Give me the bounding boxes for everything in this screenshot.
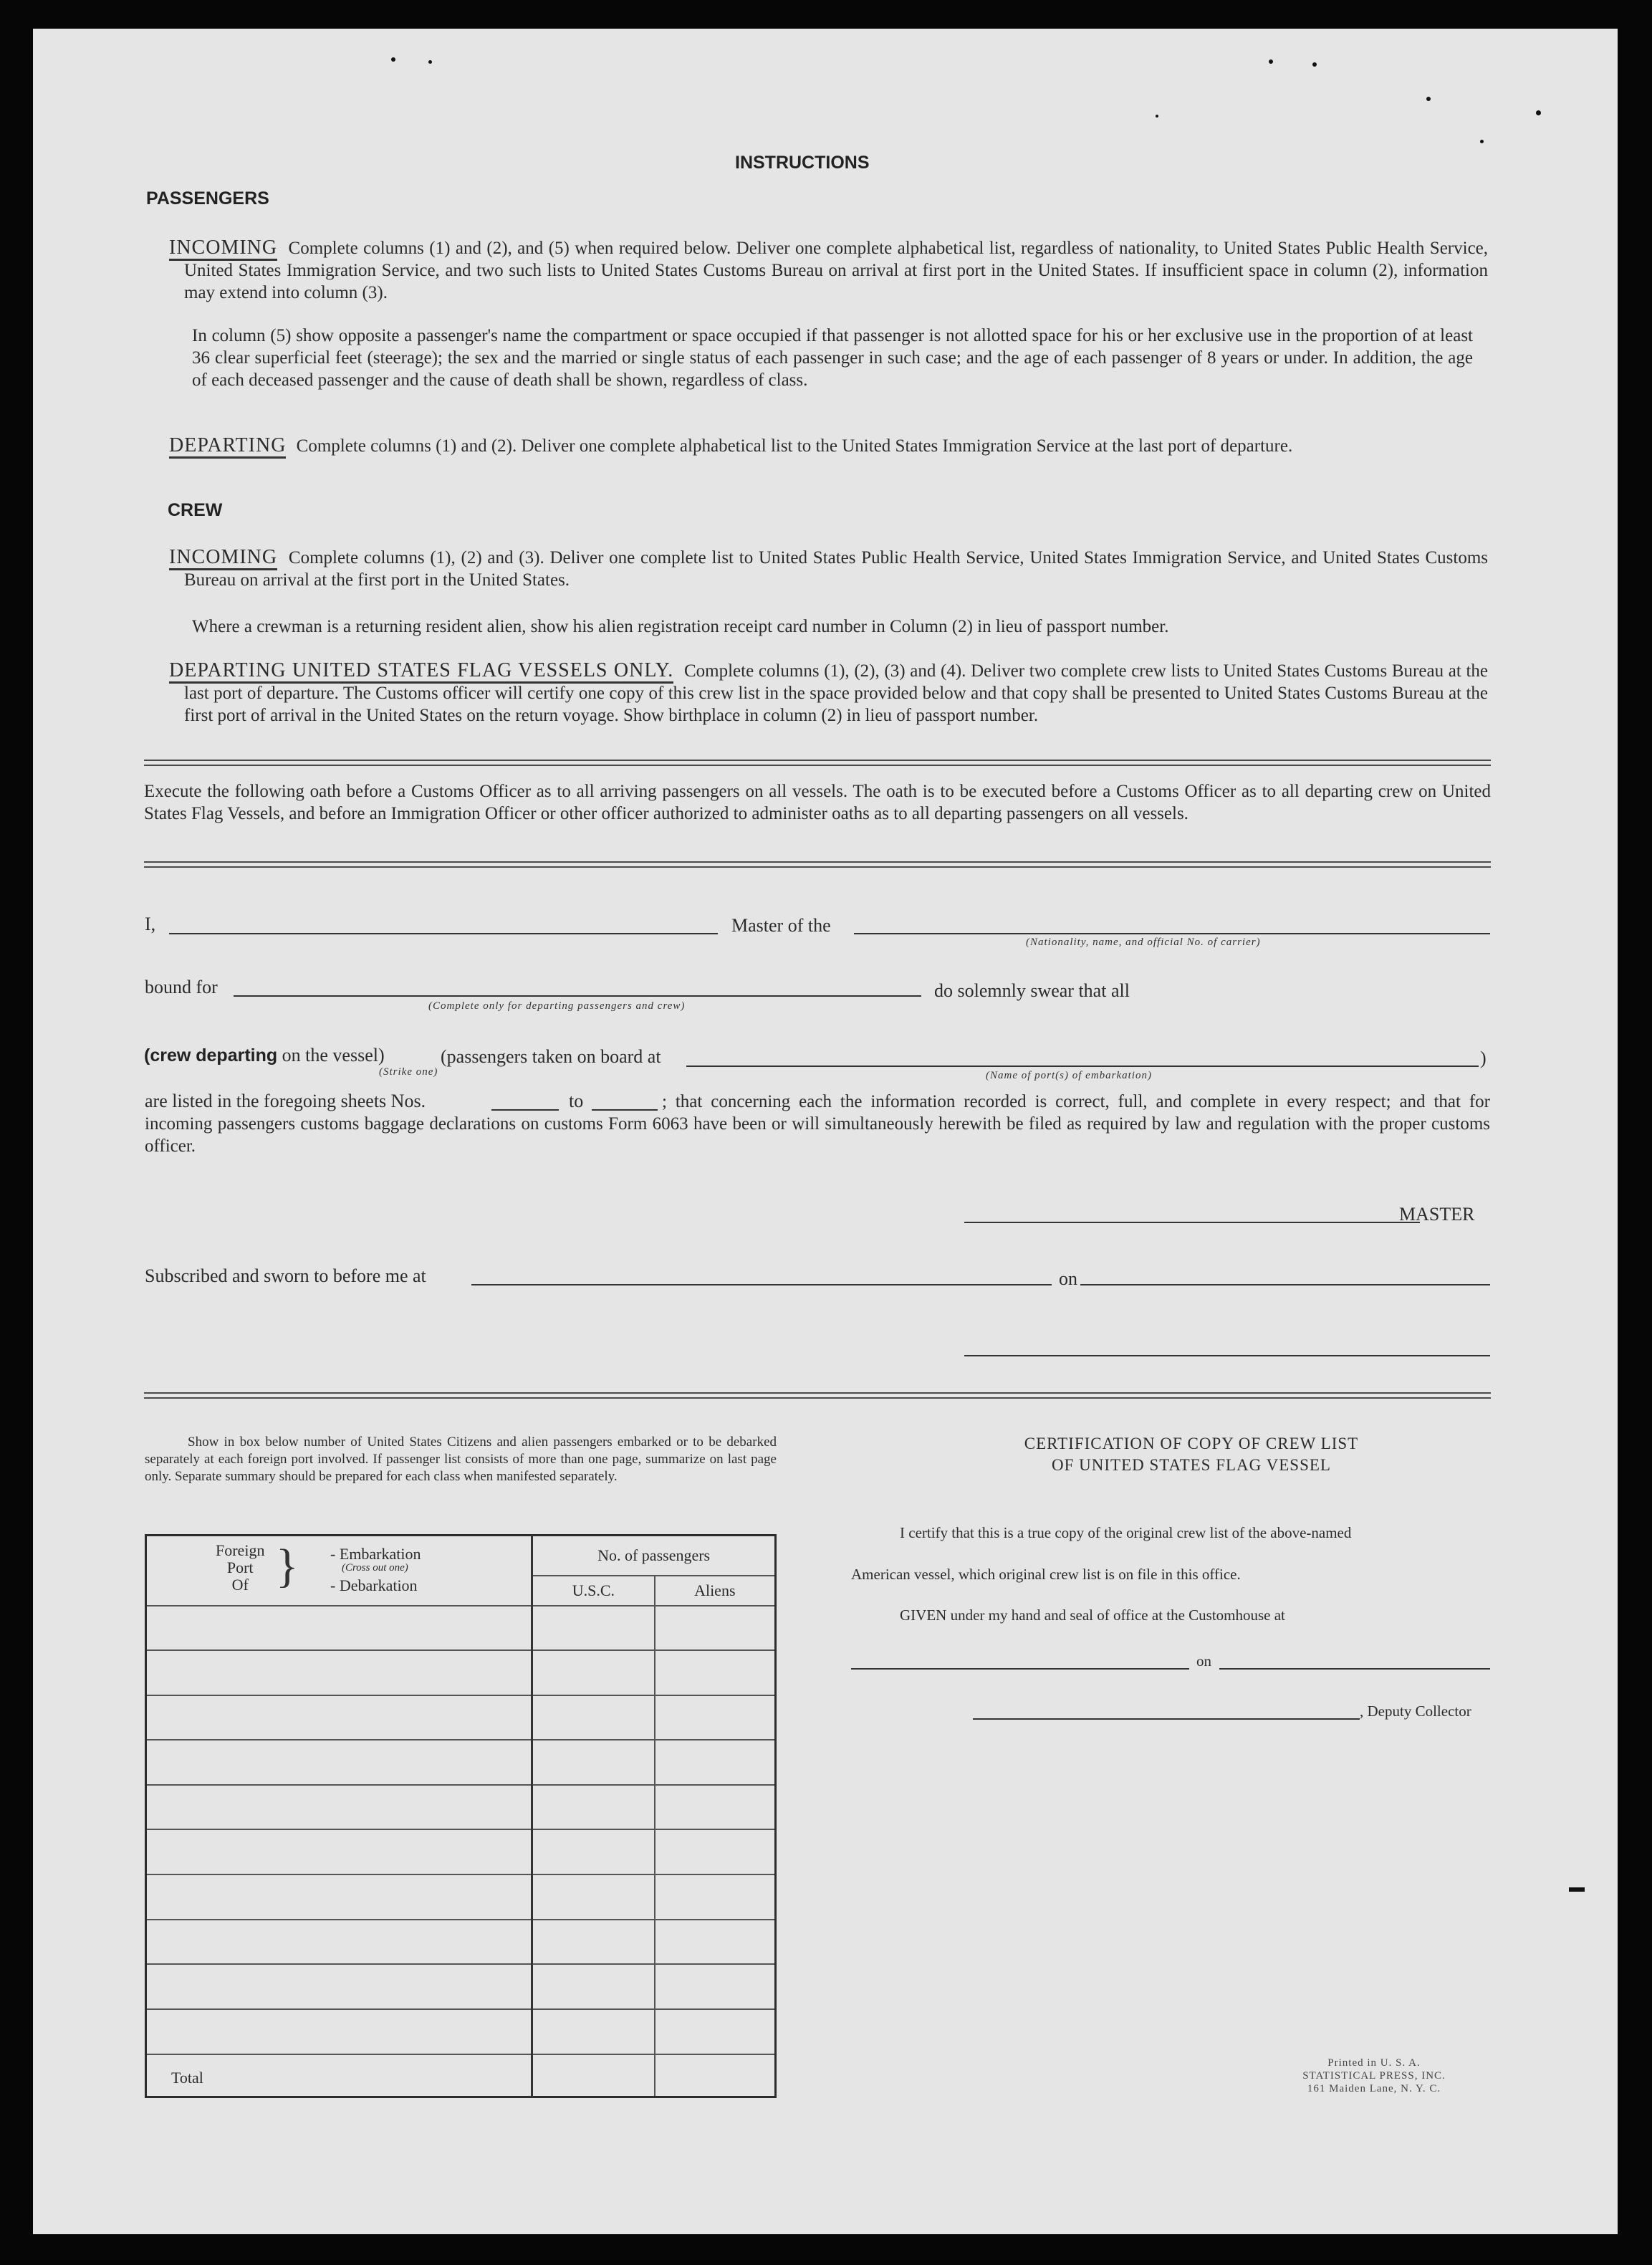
i-label: I, <box>145 914 156 934</box>
deputy-signature-field[interactable] <box>973 1718 1360 1720</box>
deputy-collector-label: , Deputy Collector <box>1360 1703 1471 1720</box>
usc-cell[interactable] <box>532 1829 655 1874</box>
crew-departing-text: Complete columns (1), (2), (3) and (4). Deliver two complete crew lists to United States Customs Bureau at the last port of departure. The Customs officer will certify one copy of this crew list in the space provided below and that copy shall be presented to United States Customs Bureau at the first port of arrival in the United States on the return voyage. Show birthplace in column (2) in lieu of passport number. <box>184 661 1489 725</box>
oath-intro-paragraph: Execute the following oath before a Customs Officer as to all arriving passengers on all vessels. The oath is to be executed before a Customs Officer as to all departing crew on United States Flag Vessels, and before an Immigration Officer or other officer authorized to administer oaths as to all departing passengers on all vessels. <box>144 782 1491 823</box>
usc-cell[interactable] <box>532 2009 655 2054</box>
cross-out-label: (Cross out one) <box>342 1562 408 1574</box>
scan-speck <box>1312 62 1317 67</box>
cert-date-field[interactable] <box>1219 1668 1490 1670</box>
oath-statement <box>145 1091 1490 1157</box>
scan-speck <box>1426 97 1431 101</box>
aliens-cell[interactable] <box>655 1874 776 1920</box>
sworn-on-label: on <box>1059 1268 1077 1289</box>
master-name-field[interactable] <box>169 933 718 934</box>
port-cell[interactable] <box>146 1964 532 2009</box>
bound-for-caption: (Complete only for departing passengers and crew) <box>428 1000 686 1012</box>
nationality-caption: (Nationality, name, and official No. of carrier) <box>1026 937 1261 948</box>
bound-for-label: bound for <box>145 977 218 997</box>
usc-cell[interactable] <box>532 1785 655 1830</box>
certification-title <box>883 1433 1499 1476</box>
scan-speck <box>1536 110 1541 115</box>
total-label-cell <box>146 2054 532 2097</box>
usc-cell[interactable] <box>532 1740 655 1785</box>
close-paren: ) <box>1480 1048 1487 1068</box>
aliens-cell[interactable] <box>655 1964 776 2009</box>
usc-cell[interactable] <box>532 1606 655 1651</box>
table-row[interactable] <box>146 1920 776 1965</box>
aliens-cell[interactable] <box>655 1650 776 1695</box>
printer-line3: 161 Maiden Lane, N. Y. C. <box>1307 2083 1441 2094</box>
aliens-cell[interactable] <box>655 1740 776 1785</box>
usc-cell[interactable] <box>532 1650 655 1695</box>
port-label: Port <box>226 1558 254 1576</box>
crew-departing-choice <box>144 1045 385 1066</box>
resident-alien-paragraph: Where a crewman is a returning resident alien, show his alien registration receipt card number in Column (2) in lieu of passport number. <box>192 617 1169 636</box>
port-cell[interactable] <box>146 1785 532 1830</box>
cert-on-label: on <box>1196 1652 1211 1670</box>
certification-title-line2: OF UNITED STATES FLAG VESSEL <box>1052 1456 1331 1474</box>
no-passengers-header: No. of passengers <box>532 1536 776 1576</box>
of-label: Of <box>231 1576 249 1594</box>
printer-line1: Printed in U. S. A. <box>1327 2057 1421 2069</box>
column5-paragraph: In column (5) show opposite a passenger's name the compartment or space occupied if that passenger is not allotted space for his or her exclusive use in the proportion of at least 36 clear superficial feet (steerage); the sex and the married or single status of each passenger in such case; and the age of each passenger of 8 years or under. In addition, the age of each deceased passenger and the cause of death shall be shown, regardless of class. <box>192 326 1473 390</box>
crew-incoming-label: INCOMING <box>169 546 277 570</box>
aliens-total-cell[interactable] <box>655 2054 776 2097</box>
divider <box>144 861 1491 868</box>
port-cell[interactable] <box>146 1829 532 1874</box>
table-row[interactable] <box>146 1829 776 1874</box>
foreign-label: Foreign <box>216 1541 265 1559</box>
crew-departing-bold: (crew departing <box>144 1045 278 1066</box>
aliens-cell[interactable] <box>655 1695 776 1740</box>
table-row[interactable] <box>146 2009 776 2054</box>
table-row[interactable] <box>146 1874 776 1920</box>
crew-incoming-paragraph <box>169 546 1488 591</box>
scan-speck <box>1156 115 1158 118</box>
customhouse-field[interactable] <box>851 1668 1189 1670</box>
divider <box>144 1392 1491 1399</box>
listed-label: are listed in the foregoing sheets Nos. <box>145 1091 426 1111</box>
certification-title-line1: CERTIFICATION OF COPY OF CREW LIST <box>1024 1435 1359 1452</box>
master-signature-field[interactable] <box>964 1222 1420 1223</box>
passengers-departing-paragraph <box>169 434 1488 457</box>
aliens-header: Aliens <box>655 1576 776 1606</box>
given-text: GIVEN under my hand and seal of office at the Customhouse at <box>900 1606 1285 1624</box>
aliens-cell[interactable] <box>655 2009 776 2054</box>
usc-total-cell[interactable] <box>532 2054 655 2097</box>
carrier-field[interactable] <box>854 933 1490 934</box>
port-cell[interactable] <box>146 2009 532 2054</box>
scan-speck <box>391 57 395 62</box>
passengers-taken-label: (passengers taken on board at <box>441 1046 661 1067</box>
port-header-cell <box>146 1536 532 1606</box>
passengers-departing-label: DEPARTING <box>169 434 286 459</box>
debarkation-option[interactable]: - Debarkation <box>330 1576 418 1594</box>
scan-speck <box>428 60 432 64</box>
embarkation-option[interactable]: - Embarkation <box>330 1545 421 1563</box>
passengers-departing-text: Complete columns (1) and (2). Deliver one complete alphabetical list to the United States Immigration Service at the last port of departure. <box>296 436 1293 456</box>
table-row[interactable] <box>146 1606 776 1651</box>
to-label: to <box>569 1091 584 1111</box>
officer-signature-field[interactable] <box>964 1355 1490 1356</box>
certify-line1: I certify that this is a true copy of the original crew list of the above-named <box>900 1524 1352 1541</box>
master-label: MASTER <box>1399 1204 1475 1225</box>
table-row[interactable] <box>146 1650 776 1695</box>
total-row[interactable] <box>146 2054 776 2097</box>
port-cell[interactable] <box>146 1874 532 1920</box>
summary-instructions: Show in box below number of United States Citizens and alien passengers embarked or to be debarked separately at each foreign port involved. If passenger list consists of more than one page, summarize on last page only. Separate summary should be prepared for each class when manifested separately. <box>145 1435 777 1484</box>
passengers-incoming-label: INCOMING <box>169 236 277 261</box>
usc-cell[interactable] <box>532 1920 655 1965</box>
printer-line2: STATISTICAL PRESS, INC. <box>1302 2070 1446 2082</box>
aliens-cell[interactable] <box>655 1606 776 1651</box>
passenger-summary-table <box>145 1534 777 2098</box>
swear-label: do solemnly swear that all <box>934 980 1130 1001</box>
subscribed-label: Subscribed and sworn to before me at <box>145 1265 426 1286</box>
usc-cell[interactable] <box>532 1695 655 1740</box>
divider <box>144 760 1491 766</box>
master-of-label: Master of the <box>731 915 831 936</box>
passengers-incoming-paragraph <box>169 236 1488 304</box>
port-cell[interactable] <box>146 1920 532 1965</box>
passengers-heading: PASSENGERS <box>146 188 269 209</box>
page-title: INSTRUCTIONS <box>735 153 870 173</box>
passengers-incoming-text: Complete columns (1) and (2), and (5) when required below. Deliver one complete alphabetical list, regardless of nationality, to United States Public Health Service, United States Immigration Service, and two such lists to United States Customs Bureau on arrival at first port in the United States. If insufficient space in column (2), information may extend into column (3). <box>184 239 1489 302</box>
crew-heading: CREW <box>168 500 223 520</box>
printer-imprint <box>1267 2056 1481 2095</box>
aliens-cell[interactable] <box>655 1785 776 1830</box>
foreign-port-of-label <box>216 1542 264 1594</box>
crew-departing-rest: on the vessel) <box>282 1045 385 1066</box>
table-row[interactable] <box>146 1740 776 1785</box>
table-row[interactable] <box>146 1964 776 2009</box>
table-row[interactable] <box>146 1785 776 1830</box>
total-label: Total <box>171 2069 203 2087</box>
statement-text: ; that concerning each the information recorded is correct, full, and complete in every respect; and that for incoming passengers customs baggage declarations on customs Form 6063 have been or will simultaneously herewith be filed as required by law and regulation with the proper customs officer. <box>145 1092 1490 1156</box>
scan-mark <box>1569 1887 1585 1892</box>
port-cell[interactable] <box>146 1606 532 1651</box>
aliens-cell[interactable] <box>655 1920 776 1965</box>
aliens-cell[interactable] <box>655 1829 776 1874</box>
form-page <box>33 29 1618 2234</box>
scan-speck <box>1269 59 1273 64</box>
usc-cell[interactable] <box>532 1964 655 2009</box>
crew-incoming-text: Complete columns (1), (2) and (3). Deliver one complete list to United States Public Health Service, United States Immigration Service, and United States Customs Bureau on arrival at the first port in the United States. <box>184 548 1489 590</box>
certify-line2: American vessel, which original crew list is on file in this office. <box>851 1566 1241 1583</box>
port-cell[interactable] <box>146 1740 532 1785</box>
sworn-date-field[interactable] <box>1080 1284 1490 1285</box>
crew-departing-label: DEPARTING UNITED STATES FLAG VESSELS ONLY. <box>169 659 673 684</box>
sworn-place-field[interactable] <box>471 1284 1052 1285</box>
port-cell[interactable] <box>146 1650 532 1695</box>
table-row[interactable] <box>146 1695 776 1740</box>
embarkation-ports-field[interactable] <box>686 1066 1479 1067</box>
strike-caption: (Strike one) <box>379 1066 438 1078</box>
bound-for-field[interactable] <box>234 995 921 997</box>
brace-symbol: } <box>276 1540 299 1592</box>
ports-caption: (Name of port(s) of embarkation) <box>986 1070 1152 1081</box>
crew-departing-paragraph <box>169 659 1488 727</box>
usc-cell[interactable] <box>532 1874 655 1920</box>
usc-header: U.S.C. <box>532 1576 655 1606</box>
scan-speck <box>1480 140 1484 143</box>
port-cell[interactable] <box>146 1695 532 1740</box>
